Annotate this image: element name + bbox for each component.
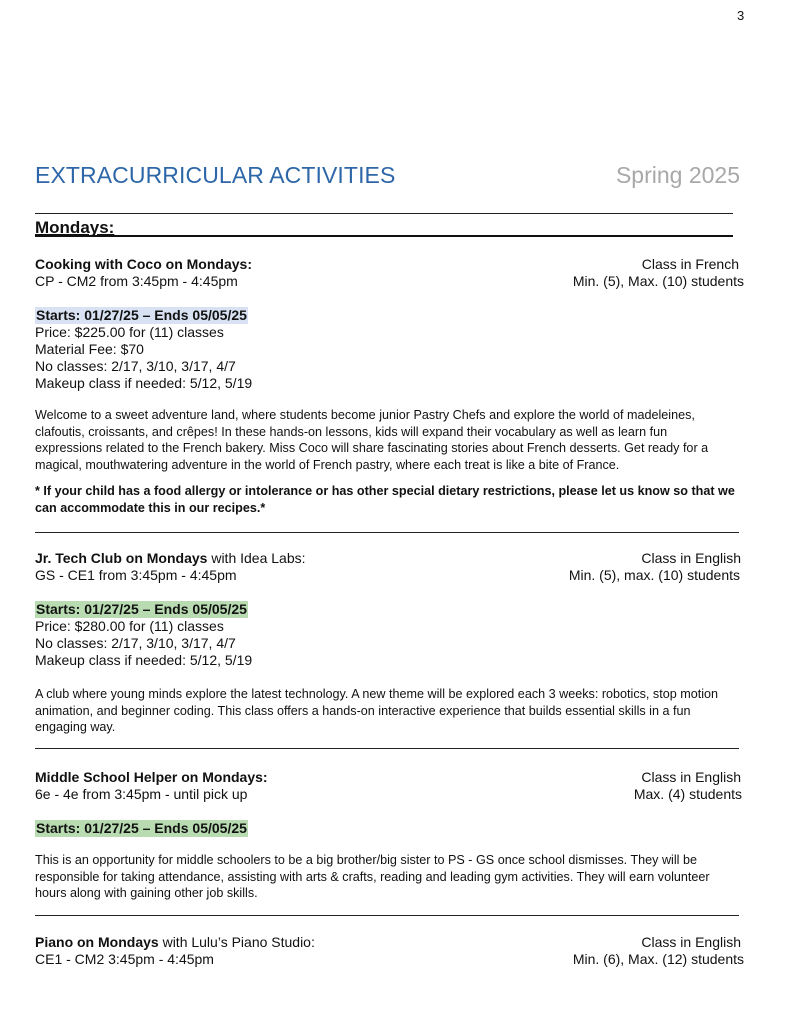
activity-capacity: Min. (5), Max. (10) students [572,273,744,289]
activity-capacity: Min. (5), max. (10) students [568,567,740,583]
activity-middle-school-helper [35,769,744,902]
activity-name: Middle School Helper on Mondays: [35,769,268,785]
heading-bottom-rule [35,235,733,237]
allergy-note: * If your child has a food allergy or intolerance or has other special dietary restrictions, please let us know so that we can accommodate this in our recipes.* [35,484,735,515]
activity-name: Cooking with Coco on Mondays: [35,256,252,272]
heading-top-rule [35,213,733,214]
activity-name: Jr. Tech Club on Mondays [35,550,208,566]
activity-dates: Starts: 01/27/25 – Ends 05/05/25 [36,307,247,323]
activity-language: Class in French [641,256,739,272]
activity-language: Class in English [641,769,741,785]
activity-piano [35,934,744,968]
activity-grades: 6e - 4e from 3:45pm - until pick up [35,786,248,802]
page-number: 3 [737,8,745,23]
activity-language: Class in English [641,550,741,566]
activity-name: Piano on Mondays [35,934,159,950]
activity-no-classes: No classes: 2/17, 3/10, 3/17, 4/7 [35,635,236,651]
activity-price: Price: $225.00 for (11) classes [35,324,224,340]
section-divider [35,532,739,533]
day-heading: Mondays: [35,218,115,237]
section-divider [35,915,739,916]
activity-language: Class in English [641,934,741,950]
activity-makeup: Makeup class if needed: 5/12, 5/19 [35,375,253,391]
activity-dates: Starts: 01/27/25 – Ends 05/05/25 [36,820,247,836]
activity-description: Welcome to a sweet adventure land, where students become junior Pastry Chefs and explore the world of madeleines, clafoutis, croissants, and crêpes! In these hands-on lessons, kids will expand their vocabulary as well as learn fun expressions related to the French bakery. Miss Coco will share fascinating stories about French desserts. Get ready for a magical, mouthwatering adventure in the world of French pastry, where each treat is like a bite of France. [35,408,709,472]
activity-dates: Starts: 01/27/25 – Ends 05/05/25 [36,601,247,617]
activity-tech-club [35,550,744,736]
activity-capacity: Max. (4) students [633,786,742,802]
page-title: EXTRACURRICULAR ACTIVITIES [35,162,396,188]
activity-description: This is an opportunity for middle schoolers to be a big brother/big sister to PS - GS once school dismisses. They will be responsible for taking attendance, assisting with arts & crafts, reading and leading gym activities. They will earn volunteer hours along with gaining other job skills. [35,853,710,900]
activity-provider: with Lulu’s Piano Studio: [158,934,315,950]
activity-grades: CP - CM2 from 3:45pm - 4:45pm [35,273,238,289]
activity-price: Price: $280.00 for (11) classes [35,618,224,634]
activity-cooking [35,256,744,516]
activity-capacity: Min. (6), Max. (12) students [572,951,744,967]
activity-makeup: Makeup class if needed: 5/12, 5/19 [35,652,253,668]
activity-no-classes: No classes: 2/17, 3/10, 3/17, 4/7 [35,358,236,374]
activity-material-fee: Material Fee: $70 [35,341,144,357]
term-label: Spring 2025 [615,162,740,188]
activity-description: A club where young minds explore the latest technology. A new theme will be explored each 3 weeks: robotics, stop motion animation, and beginner coding. This class offers a hands-on interactive experience that builds essential skills in a fun engaging way. [35,687,719,734]
activity-grades: GS - CE1 from 3:45pm - 4:45pm [35,567,237,583]
activity-provider: with Idea Labs: [207,550,306,566]
activity-grades: CE1 - CM2 3:45pm - 4:45pm [35,951,214,967]
section-divider [35,748,739,749]
